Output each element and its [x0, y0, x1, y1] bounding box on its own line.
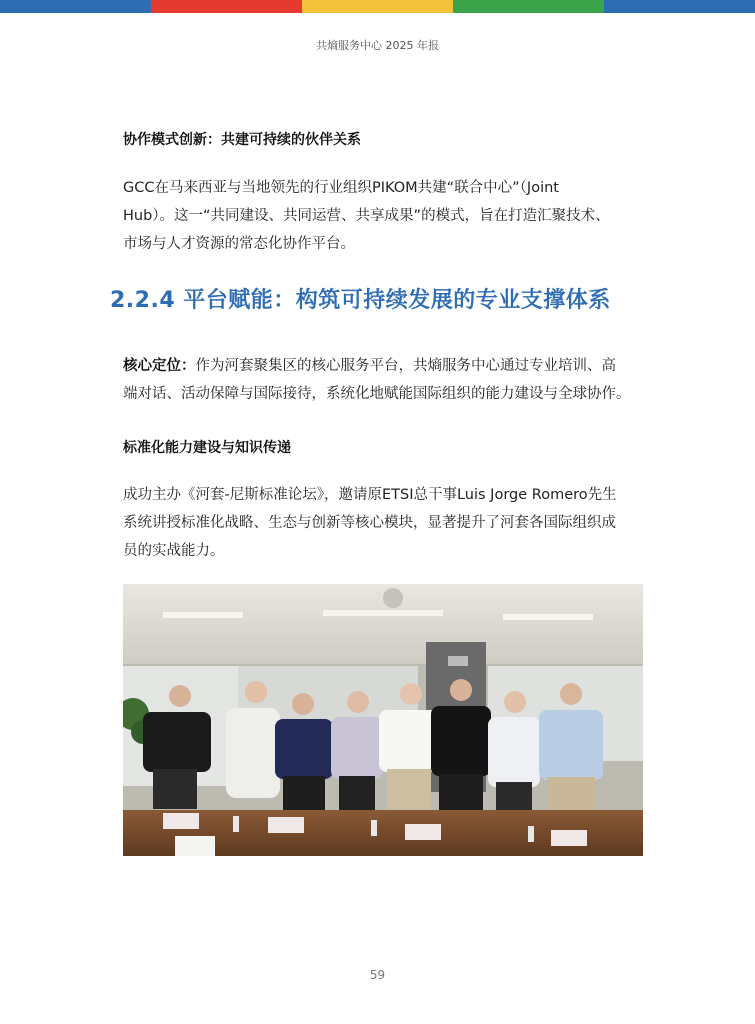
positioning-label: 核心定位：	[123, 358, 196, 374]
color-bar-segment	[453, 0, 604, 13]
color-bar-segment	[0, 0, 151, 13]
paragraph-line: 成功主办《河套-尼斯标准论坛》，邀请原ETSI总干事Luis Jorge Romero先生	[123, 487, 617, 503]
standardization-paragraph	[123, 481, 663, 565]
paragraph-line: 作为河套聚集区的核心服务平台，共熵服务中心通过专业培训、高	[195, 358, 616, 374]
paragraph-line: GCC在马来西亚与当地领先的行业组织PIKOM共建“联合中心”（Joint	[123, 180, 559, 196]
collaboration-paragraph	[123, 174, 663, 258]
positioning-paragraph	[123, 352, 663, 408]
standardization-heading: 标准化能力建设与知识传递	[123, 440, 291, 456]
color-bar-segment	[604, 0, 755, 13]
section-title: 2.2.4 平台赋能：构筑可持续发展的专业支撑体系	[110, 288, 611, 313]
page-number: 59	[369, 968, 386, 982]
collaboration-heading: 协作模式创新：共建可持续的伙伴关系	[123, 132, 361, 148]
paragraph-line: 员的实战能力。	[123, 543, 225, 559]
color-bar-segment	[151, 0, 302, 13]
color-bar	[0, 0, 755, 13]
paragraph-line: Hub）。这一“共同建设、共同运营、共享成果”的模式，旨在打造汇聚技术、	[123, 208, 610, 224]
color-bar-segment	[302, 0, 453, 13]
running-head: 共熵服务中心 2025 年报	[316, 39, 439, 52]
paragraph-line: 市场与人才资源的常态化协作平台。	[123, 236, 355, 252]
paragraph-line: 系统讲授标准化战略、生态与创新等核心模块，显著提升了河套各国际组织成	[123, 515, 616, 531]
paragraph-line: 端对话、活动保障与国际接待，系统化地赋能国际组织的能力建设与全球协作。	[123, 386, 631, 402]
group-photo	[123, 584, 643, 856]
